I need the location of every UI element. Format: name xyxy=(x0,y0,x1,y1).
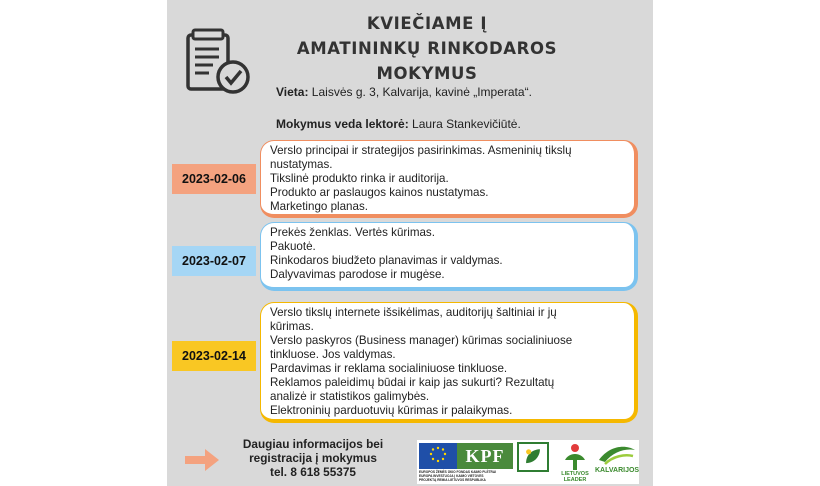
kpf-logo: KPF xyxy=(457,443,513,469)
topic-line: Prekės ženklas. Vertės kūrimas. xyxy=(270,226,435,239)
topic-line: Rinkodaros biudžeto planavimas ir valdymas. xyxy=(270,254,503,267)
topic-line: kūrimas. xyxy=(270,320,314,333)
topic-line: Verslo tikslų internete išsikėlimas, auditorijų šaltiniai ir jų xyxy=(270,306,557,319)
contact-line-1: Daugiau informacijos bei xyxy=(242,437,384,451)
topic-line: Elektroninių parduotuvių kūrimas ir palaikymas. xyxy=(270,404,513,417)
topic-line: Produkto ar paslaugos kainos nustatymas. xyxy=(270,186,489,199)
venue-label: Vieta: xyxy=(276,85,309,99)
topic-line: analizė ir statistikos galimybės. xyxy=(270,390,430,403)
checklist-clipboard-icon xyxy=(185,27,251,95)
leader-logo-text: LIETUVOS LEADER xyxy=(561,471,589,483)
topic-line: Pakuotė. xyxy=(270,240,316,253)
topic-line: Verslo principai ir strategijos pasirinkimas. Asmeninių tikslų xyxy=(270,144,572,157)
topic-line: Dalyvavimas parodose ir mugėse. xyxy=(270,268,445,281)
title-line-3: MOKYMUS xyxy=(376,64,478,83)
venue-info xyxy=(276,85,532,99)
title-line-2: AMATININKŲ RINKODAROS xyxy=(296,39,558,58)
contact-phone: tel. 8 618 55375 xyxy=(270,465,356,479)
leader-logo xyxy=(560,442,590,484)
kalvarijos-swoosh-icon xyxy=(595,442,639,466)
session-2-topics xyxy=(260,222,638,291)
topic-line: Tikslinė produkto rinka ir auditorija. xyxy=(270,172,449,185)
kalvarijos-logo-text: KALVARIJOS xyxy=(595,467,640,474)
kalvarijos-logo xyxy=(595,442,639,484)
eu-flag-logo xyxy=(419,443,457,469)
leader-figure-icon xyxy=(560,442,590,472)
page-title xyxy=(267,11,587,86)
session-3-topics xyxy=(260,302,638,423)
poster xyxy=(167,0,653,486)
venue-value: Laisvės g. 3, Kalvarija, kavinė „Imperata“. xyxy=(308,85,532,99)
topic-line: Verslo paskyros (Business manager) kūrimas socialiniuose xyxy=(270,334,573,347)
sponsor-logos xyxy=(417,440,639,484)
session-1-date: 2023-02-06 xyxy=(172,164,256,194)
topic-line: Reklamos paleidimų būdai ir kaip jas sukurti? Rezultatų xyxy=(270,376,555,389)
lecturer-value: Laura Stankevičiūtė. xyxy=(408,117,521,131)
session-2-date: 2023-02-07 xyxy=(172,246,256,276)
leaf-logo xyxy=(517,442,549,472)
topic-line: tinkluose. Jos valdymas. xyxy=(270,348,396,361)
topic-line: Marketingo planas. xyxy=(270,200,368,213)
contact-line-2: registracija į mokymus xyxy=(249,451,377,465)
session-1-topics xyxy=(260,140,638,218)
lecturer-info xyxy=(276,117,521,131)
topic-line: Pardavimas ir reklama socialiniuose tinkluose. xyxy=(270,362,508,375)
contact-info xyxy=(225,437,401,479)
lecturer-label: Mokymus veda lektorė: xyxy=(276,117,409,131)
eu-fund-fineprint: EUROPOS ŽEMĖS ŪKIO FONDAS KAIMO PLĖTRAI EUROPA INVESTUOJA Į KAIMO VIETOVES PROJEKTĄ REMIA LIETUVOS RESPUBLIKA xyxy=(419,470,497,482)
arrow-right-icon xyxy=(185,449,219,471)
topic-line: nustatymas. xyxy=(270,158,333,171)
title-line-1: KVIEČIAME Į xyxy=(366,14,488,33)
session-3-date: 2023-02-14 xyxy=(172,341,256,371)
